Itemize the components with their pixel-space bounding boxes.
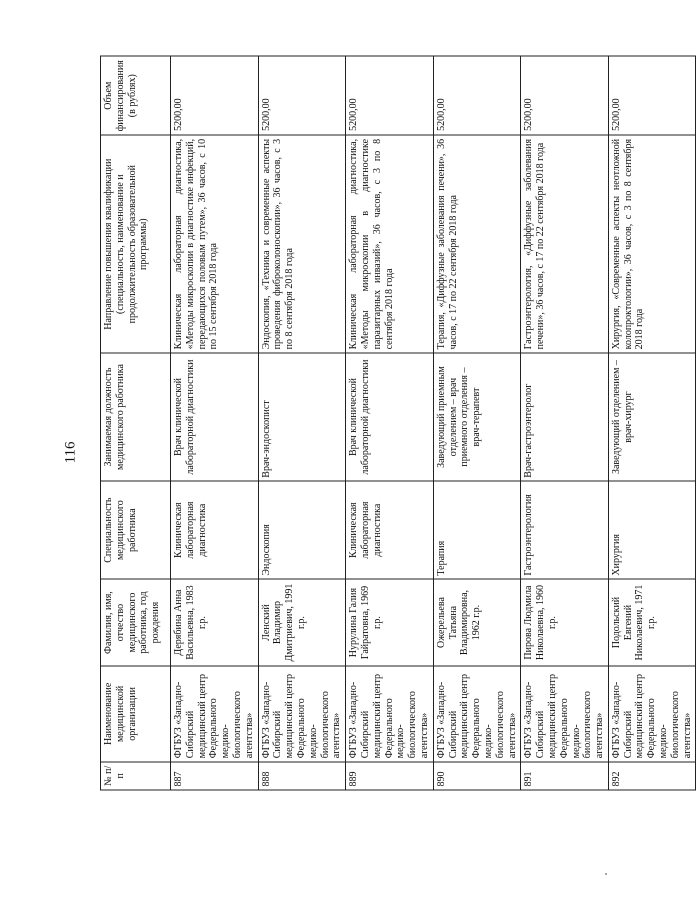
cell-num: 892 — [608, 762, 696, 790]
cell-name: Нурулина Галия Гайратовна, 1969 г.р. — [346, 579, 434, 666]
cell-org: ФГБУЗ «Западно-Сибирский медицинский центр Федерального медико-биологического агентства» — [258, 666, 346, 762]
cell-name: Подольский Евгений Николаевич, 1971 г.р. — [608, 579, 696, 666]
cell-pos: Врач клинической лабораторной диагностики — [171, 353, 259, 481]
cell-org: ФГБУЗ «Западно-Сибирский медицинский центр Федерального медико-биологического агентства» — [171, 666, 259, 762]
table-header-row — [101, 56, 171, 790]
cell-spec: Терапия — [433, 481, 521, 579]
cell-fin: 5200,00 — [433, 56, 521, 135]
table-row — [346, 56, 434, 790]
cell-dir: Гастроэнтерология, «Диффузные заболевания печени», 36 часов, с 17 по 22 сентября 2018 года — [521, 135, 609, 352]
cell-fin: 5200,00 — [346, 56, 434, 135]
cell-pos: Врач клинической лабораторной диагностики — [346, 353, 434, 481]
header-name: Фамилия, имя, отчество медицинского работника, год рождения — [101, 579, 171, 666]
cell-spec: Клиническая лабораторная диагностика — [346, 481, 434, 579]
cell-spec: Эндоскопия — [258, 481, 346, 579]
cell-org: ФГБУЗ «Западно-Сибирский медицинский центр Федерального медико-биологического агентства» — [433, 666, 521, 762]
header-pos: Занимаемая должность медицинского работника — [101, 353, 171, 481]
cell-num: 890 — [433, 762, 521, 790]
cell-spec: Хирургия — [608, 481, 696, 579]
cell-org: ФГБУЗ «Западно-Сибирский медицинский центр Федерального медико-биологического агентства» — [521, 666, 609, 762]
cell-num: 888 — [258, 762, 346, 790]
cell-name: Дерябина Анна Васильевна, 1983 г.р. — [171, 579, 259, 666]
table-row — [433, 56, 521, 790]
cell-dir: Клиническая лабораторная диагностика, «Методы микроскопии в диагностике паразитарных инвазий», 36 часов, с 3 по 8 сентября 2018 года — [346, 135, 434, 352]
cell-dir: Клиническая лабораторная диагностика, «Методы микроскопии в диагностике инфекций, передающихся половым путем», 36 часов, с 10 по 15 сентября 2018 года — [171, 135, 259, 352]
cell-fin: 5200,00 — [258, 56, 346, 135]
cell-dir: Терапия, «Диффузные заболевания печени», 36 часов, с 17 по 22 сентября 2018 года — [433, 135, 521, 352]
cell-fin: 5200,00 — [608, 56, 696, 135]
cell-pos: Врач-эндоскопист — [258, 353, 346, 481]
cell-name: Ленский Владимир Дмитриевич, 1991 г.р. — [258, 579, 346, 666]
cell-num: 889 — [346, 762, 434, 790]
cell-dir: Эндоскопия, «Техника и современные аспекты проведения фиброколоноскопии», 36 часов, с 3 по 8 сентября 2018 года — [258, 135, 346, 352]
cell-num: 891 — [521, 762, 609, 790]
table-row — [521, 56, 609, 790]
cell-dir: Хирургия, «Современные аспекты неотложной колопроктологии», 36 часов, с 3 по 8 сентября 2018 года — [608, 135, 696, 352]
header-org: Наименование медицинской организации — [101, 666, 171, 762]
header-num: № п/п — [101, 762, 171, 790]
cell-spec: Клиническая лабораторная диагностика — [171, 481, 259, 579]
cell-pos: Врач-гастроэнтеролог — [521, 353, 609, 481]
table-row — [171, 56, 259, 790]
cell-name: Ожерельева Татьяна Владимировна, 1962 г.р. — [433, 579, 521, 666]
cell-pos: Заведующий приемным отделением – врач приемного отделения – врач-терапевт — [433, 353, 521, 481]
scan-speck — [605, 873, 607, 875]
cell-fin: 5200,00 — [521, 56, 609, 135]
rotated-table-wrapper — [100, 56, 693, 791]
cell-org: ФГБУЗ «Западно-Сибирский медицинский центр Федерального медико-биологического агентства» — [346, 666, 434, 762]
table-row — [608, 56, 696, 790]
cell-pos: Заведующий отделением – врач-хирург — [608, 353, 696, 481]
table-row — [258, 56, 346, 790]
page-number: 116 — [62, 441, 79, 464]
header-dir: Направление повышения квалификации (специальность, наименование и продолжительность образовательной программы) — [101, 135, 171, 352]
cell-fin: 5200,00 — [171, 56, 259, 135]
training-table — [100, 56, 696, 791]
cell-name: Пирова Людмила Николаевна, 1960 г.р. — [521, 579, 609, 666]
cell-org: ФГБУЗ «Западно-Сибирский медицинский центр Федерального медико-биологического агентства» — [608, 666, 696, 762]
cell-spec: Гастроэнтерология — [521, 481, 609, 579]
header-spec: Специальность медицинского работника — [101, 481, 171, 579]
header-fin: Объем финансирования (в рублях) — [101, 56, 171, 135]
cell-num: 887 — [171, 762, 259, 790]
